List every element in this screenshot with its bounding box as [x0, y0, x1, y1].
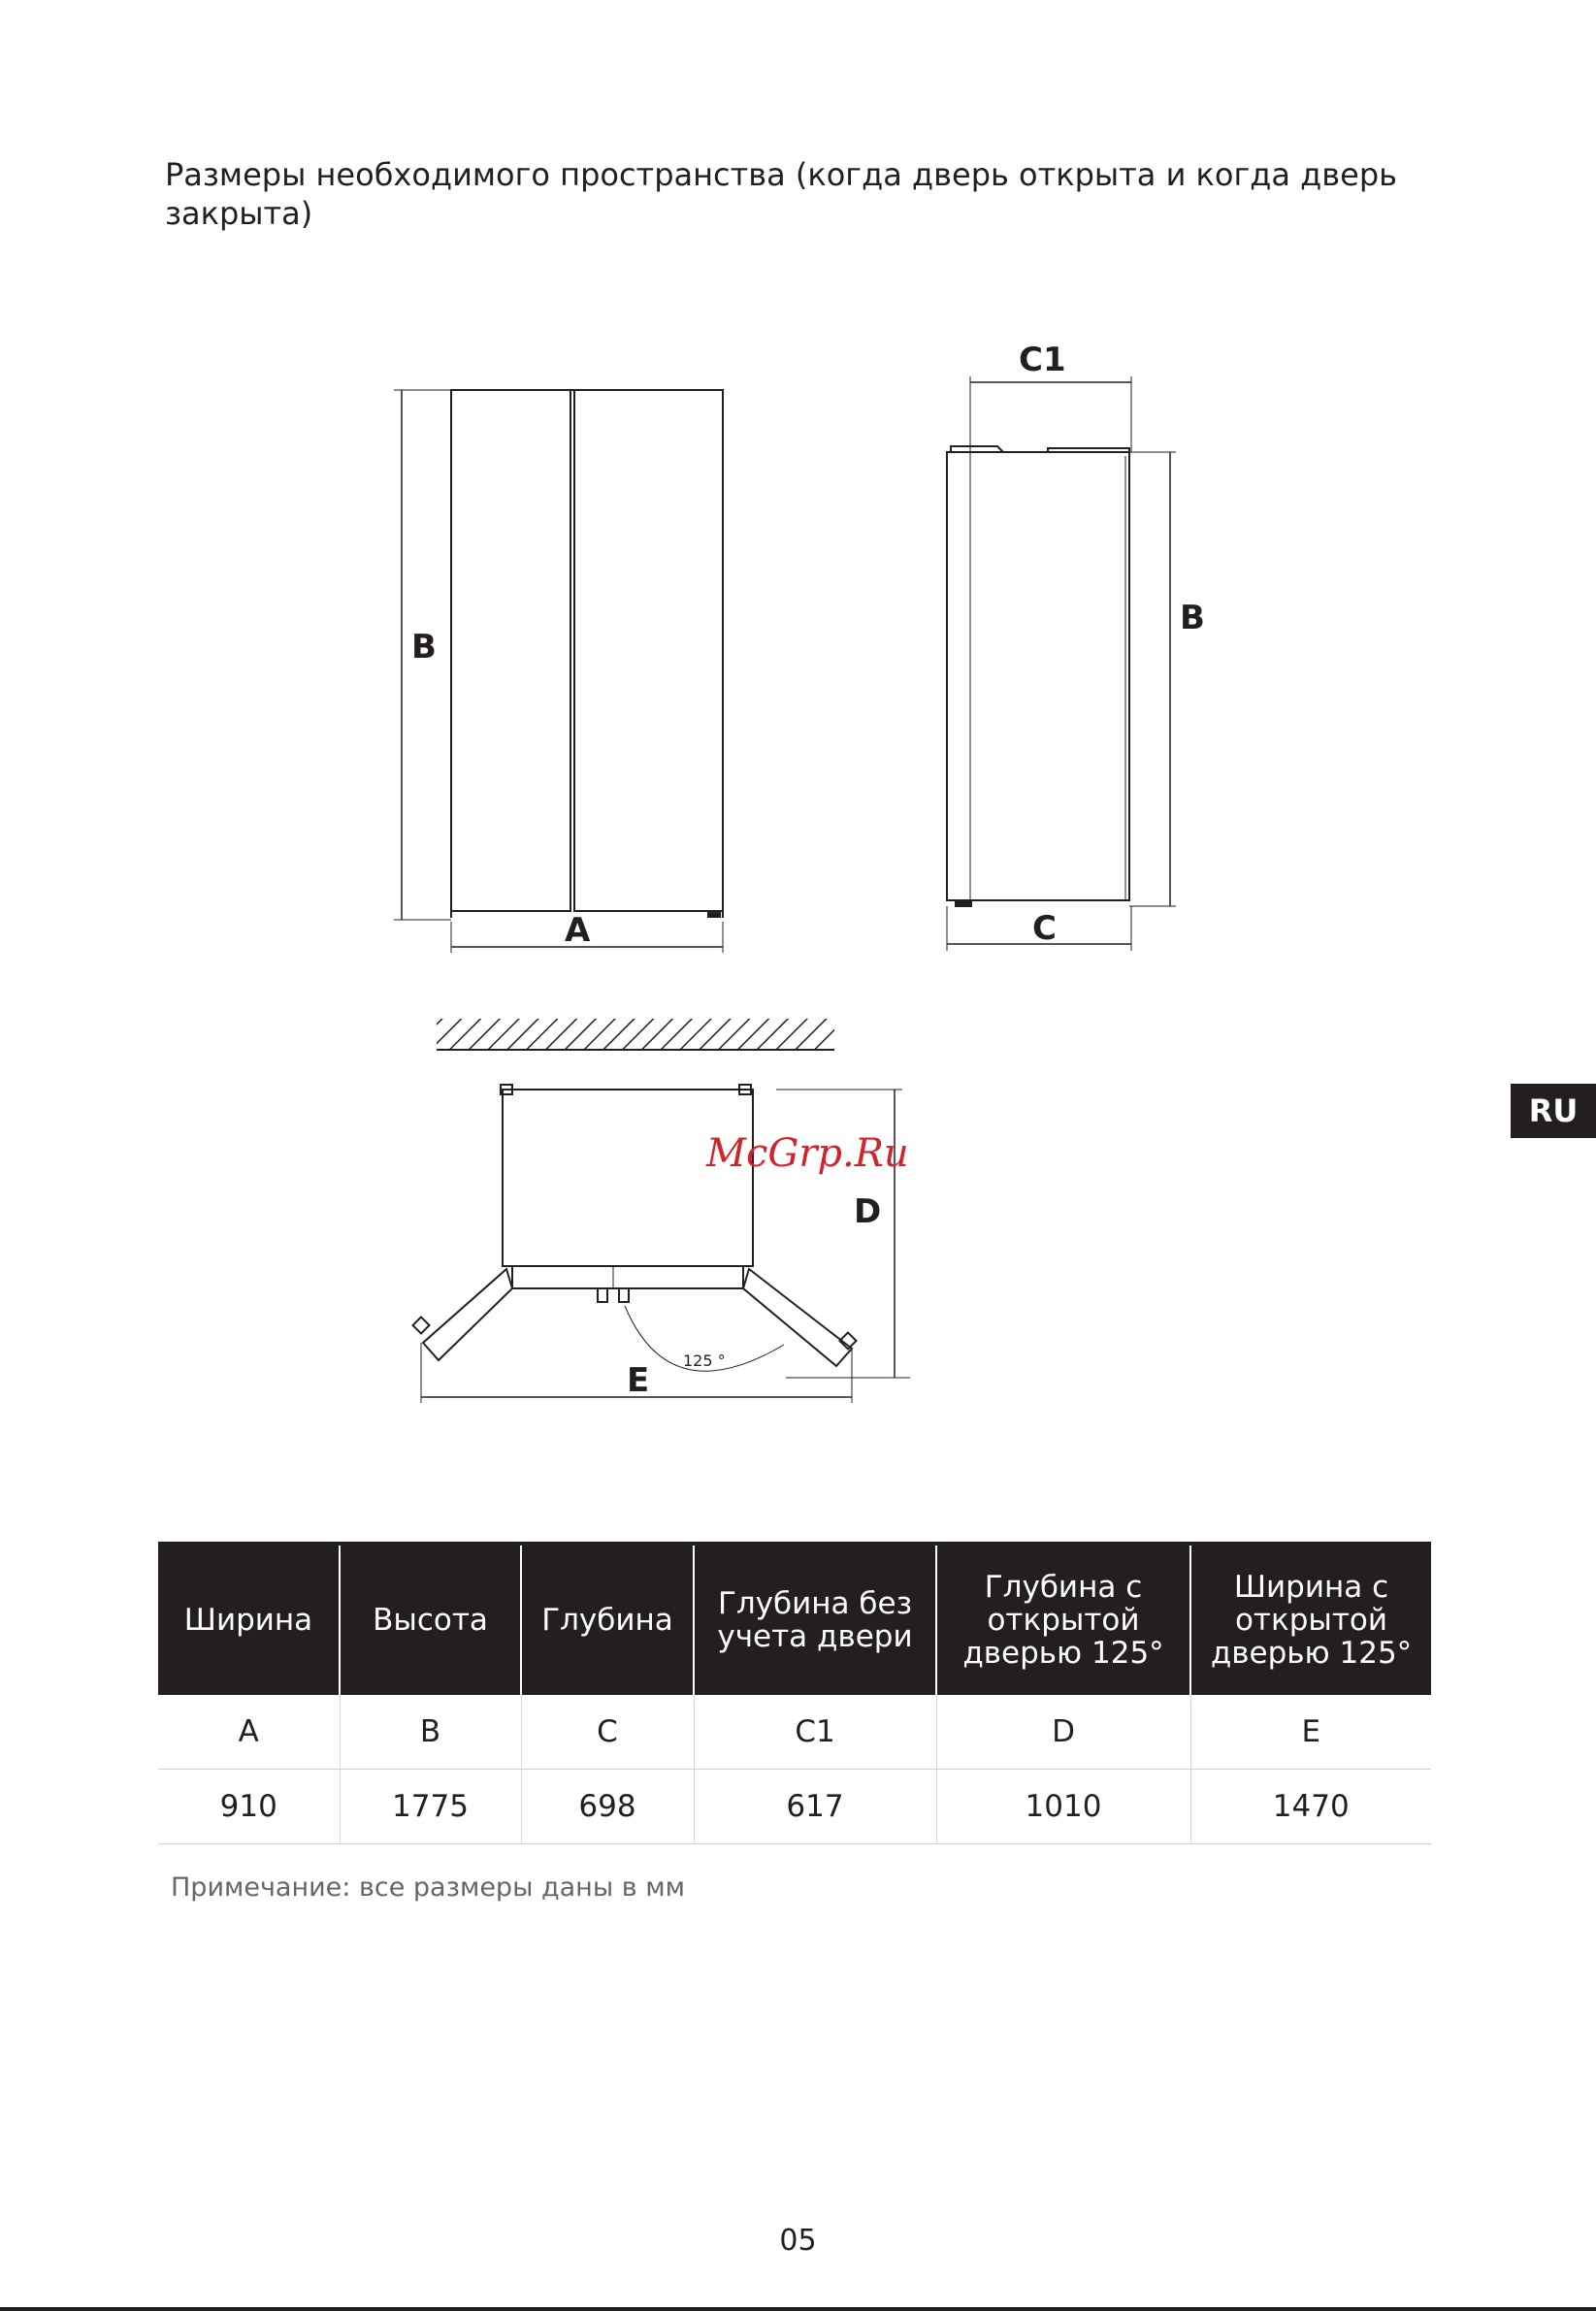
- table-cell: D: [936, 1695, 1190, 1770]
- front-height-label: B: [411, 628, 437, 667]
- side-c1-label: C1: [1019, 341, 1066, 379]
- header-width: Ширина: [158, 1544, 340, 1695]
- page-heading: Размеры необходимого пространства (когда дверь открыта и когда дверь закрыта): [165, 156, 1398, 232]
- top-body: [503, 1090, 753, 1266]
- table-cell: C1: [694, 1695, 936, 1770]
- units-note: Примечание: все размеры даны в мм: [171, 1872, 685, 1903]
- table-cell: 1470: [1190, 1770, 1431, 1844]
- bottom-rule: [0, 2307, 1596, 2311]
- table-cell: 617: [694, 1770, 936, 1844]
- top-right-door: [743, 1269, 852, 1366]
- table-row: [158, 1695, 1431, 1770]
- side-height-label: B: [1180, 599, 1205, 637]
- top-depth-label: D: [854, 1192, 882, 1231]
- table-cell: B: [340, 1695, 521, 1770]
- front-right-door: [574, 390, 723, 911]
- header-height: Высота: [340, 1544, 521, 1695]
- header-depth-open-door: Глубина с открытой дверью 125°: [936, 1544, 1190, 1695]
- language-tab: RU: [1511, 1084, 1596, 1138]
- table-cell: C: [521, 1695, 694, 1770]
- angle-label: 125 °: [683, 1351, 726, 1370]
- top-left-door: [423, 1269, 512, 1360]
- front-width-label: A: [565, 911, 591, 950]
- table-cell: 1010: [936, 1770, 1190, 1844]
- side-body: [947, 452, 1129, 900]
- dimensions-table: [158, 1542, 1431, 1844]
- table-header-row: [158, 1544, 1431, 1695]
- table-row: [158, 1770, 1431, 1844]
- side-depth-label: C: [1032, 909, 1057, 948]
- side-view: [947, 376, 1176, 951]
- table-cell: 698: [521, 1770, 694, 1844]
- front-view: [394, 390, 723, 953]
- wall-hatching: [437, 1019, 834, 1050]
- table-cell: 1775: [340, 1770, 521, 1844]
- front-left-door: [451, 390, 570, 911]
- header-depth: Глубина: [521, 1544, 694, 1695]
- watermark: McGrp.Ru: [706, 1131, 909, 1176]
- page-number: 05: [779, 2224, 817, 2258]
- table-cell: E: [1190, 1695, 1431, 1770]
- table-cell: 910: [158, 1770, 340, 1844]
- header-depth-no-door: Глубина без учета двери: [694, 1544, 936, 1695]
- table-cell: A: [158, 1695, 340, 1770]
- header-width-open-door: Ширина с открытой дверью 125°: [1190, 1544, 1431, 1695]
- top-width-label: E: [627, 1361, 650, 1400]
